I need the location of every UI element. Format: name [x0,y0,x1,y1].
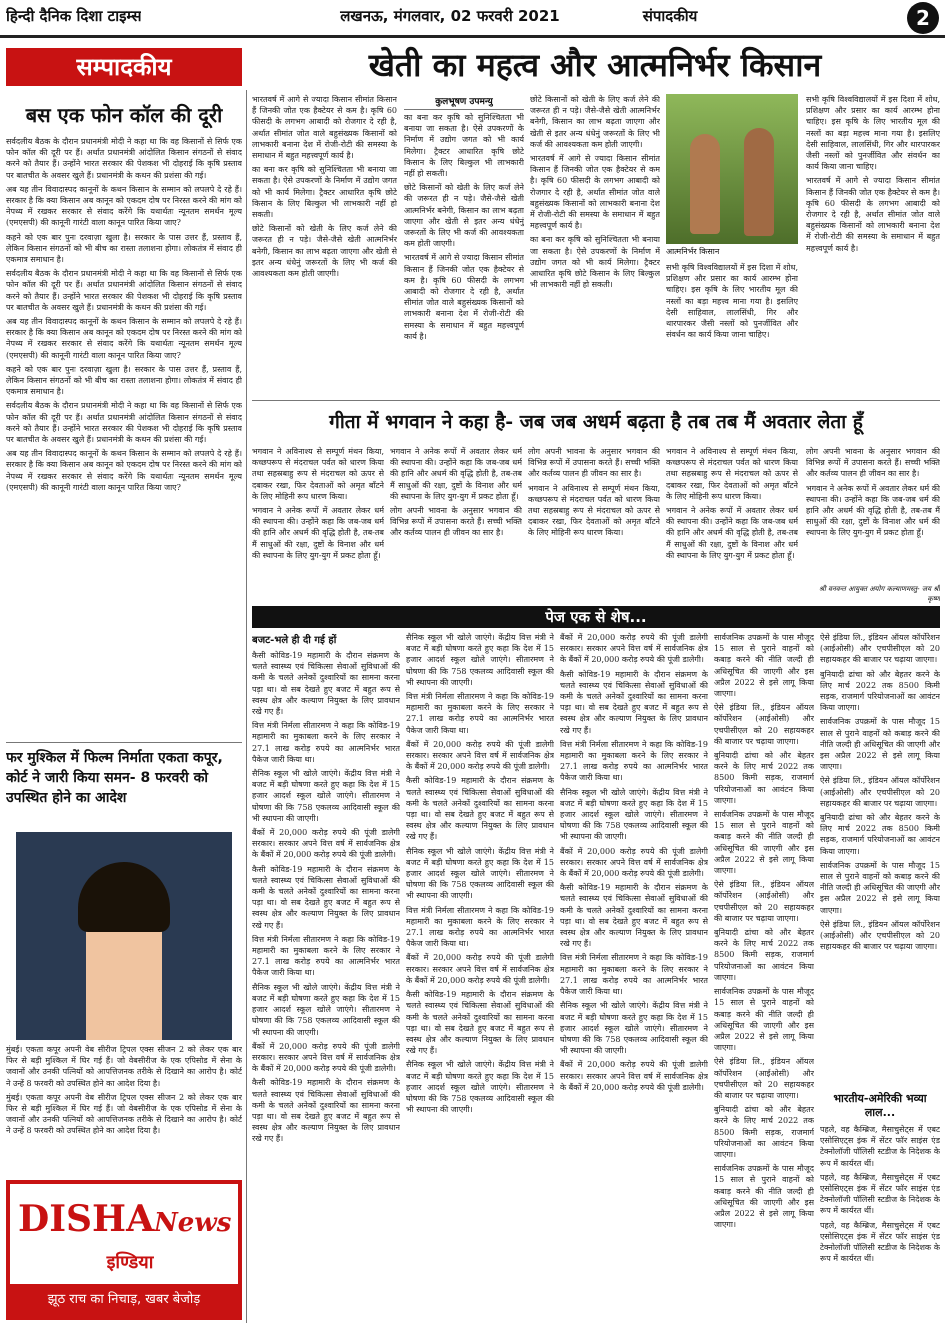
gita-paragraph: भगवान ने अविनाश्य से सम्पूर्ण मंथन किया, कच्छपरूप से मंदराचल पर्वत को धारण किया तथा सहस्रबाहु रूप से मंदराचल को ऊपर से दबाकर रखा, फिर देवताओं को अमृत बाँटने के लिए मोहिनी रूप धारण किया। [666,447,798,501]
agri-paragraph: का बना कर कृषि को सुनिश्चितता भी बनाया जा सकता है। ऐसे उपकरणों के निर्माण में उद्योग जगत को भी कार्य मिलेगा। ट्रैक्टर आधारित कृषि छोटे किसान के लिए बिल्कुल भी लाभकारी नहीं हो सकती। [530,235,660,290]
gita-paragraph: भगवान ने अनेक रूपों में अवतार लेकर धर्म की स्थापना की। उन्होंने कहा कि जब-जब धर्म की हानि और अधर्म की वृद्धि होती है, तब-तब मैं साधुओं की रक्षा, दुष्टों के विनाश और धर्म की स्थापना के लिए युग-युग में प्रकट होता हूँ। [666,506,798,560]
budget-paragraph: कैसी कोविड-19 महामारी के दौरान संक्रमण के चलते स्वास्थ्य एवं चिकित्सा सेवाओं सुविधाओं की कमी के चलते अनेकों दुश्वारियों का सामना करना पड़ा था। वो सब देखते हुए बजट में बहुत रूप से स्वस्थ क्षेत्र और कल्याण नियुक्त के लिए प्रावधान रखे गए हैं। [560,883,708,949]
right-column [820,632,940,1088]
gita-paragraph: भगवान ने अविनाश्य से सम्पूर्ण मंथन किया, कच्छपरूप से मंदराचल पर्वत को धारण किया तथा सहस्रबाहु रूप से मंदराचल को ऊपर से दबाकर रखा, फिर देवताओं को अमृत बाँटने के लिए मोहिनी रूप धारण किया। [252,447,384,501]
column-divider [246,90,247,1323]
paper-name: हिन्दी दैनिक दिशा टाइम्स [6,7,142,25]
section-divider [252,400,940,401]
right-sub-paragraph: पहले, वह कैम्ब्रिज, मैसाचुसेट्स में एबट एसोसिएट्स इंक में सेंटर फॉर साइंस एंड टेक्नोलॉजी पॉलिसी स्टडीज के निदेशक के रूप में कार्यरत थीं। [820,1125,940,1168]
article3-headline: गीता में भगवान ने कहा है- जब जब अधर्म बढ़ता है तब तब मैं अवतार लेता हूँ [329,411,863,433]
agri-paragraph: भारतवर्ष में आगे से ज्यादा किसान सीमांत किसान हैं जिनकी जोत एक हैक्टेयर से कम है। कृषि 60 फीसदी के लगभग आबादी को रोजगार दे रही है, अर्थात सीमांत जोत वाले बहुसंख्यक किसानों को लाभकारी बनाना देश में रोजी-रोटी की समस्या के समाधान में बहुत महत्त्वपूर्ण कार्य है। [252,95,397,161]
gita-paragraph: भगवान ने अनेक रूपों में अवतार लेकर धर्म की स्थापना की। उन्होंने कहा कि जब-जब धर्म की हानि और अधर्म की वृद्धि होती है, तब-तब मैं साधुओं की रक्षा, दुष्टों के विनाश और धर्म की स्थापना के लिए युग-युग में प्रकट होता हूँ। [806,483,940,538]
article1-body [6,136,242,736]
gita-paragraph: लोग अपनी भावना के अनुसार भगवान की विभिन्न रूपों में उपासना करते हैं। सच्ची भक्ति और कर्तव्य पालन ही जीवन का सार है। [528,447,660,479]
right-paragraph: सार्वजनिक उपक्रमों के पास मौजूद 15 साल से पुराने वाहनों को कबाड़ करने की नीति जल्दी ही अधिसूचित की जाएगी और इस अप्रैल 2022 से इसे लागू किया जाएगा। [714,1164,814,1230]
budget-paragraph: वित्त मंत्री निर्मला सीतारमण ने कहा कि कोविड-19 महामारी का मुकाबला करने के लिए सरकार ने 27.1 लाख करोड़ रुपये का आत्मनिर्भर भारत पैकेज जारी किया था। [560,953,708,997]
gita-paragraph: भगवान ने अनेक रूपों में अवतार लेकर धर्म की स्थापना की। उन्होंने कहा कि जब-जब धर्म की हानि और अधर्म की वृद्धि होती है, तब-तब मैं साधुओं की रक्षा, दुष्टों के विनाश और धर्म की स्थापना के लिए युग-युग में प्रकट होता हूँ। [390,447,522,501]
article1-paragraph: कहने को एक बार पुनः दरवाज़ा खुला है। सरकार के पास उत्तर हैं, प्रस्ताव हैं, लेकिन किसान संगठनों को भी बीच का रास्ता तलाशना होगा। लोकतंत्र में संवाद ही एकमात्र समाधान है। [6,232,242,265]
agri-byline: कुलभूषण उपमन्यु [404,94,524,110]
budget-column-1 [252,650,400,1318]
agri-column-1 [252,94,397,398]
logo-sub: इण्डिया [106,1252,154,1273]
budget-paragraph: सैनिक स्कूल भी खोले जाएंगे। केंद्रीय वित्त मंत्री ने बजट में बड़ी घोषणा करते हुए कहा कि देश में 15 हजार आदर्श स्कूल खोले जाएंगे। सीतारमण ने घोषणा की कि 758 एकलव्य आदिवासी स्कूल की भी स्थापना की जाएगी। [406,633,554,687]
budget-paragraph: वित्त मंत्री निर्मला सीतारमण ने कहा कि कोविड-19 महामारी का मुकाबला करने के लिए सरकार ने 27.1 लाख करोड़ रुपये का आत्मनिर्भर भारत पैकेज जारी किया था। [406,692,554,735]
agri-paragraph: सभी कृषि विश्वविद्यालयों में इस दिशा में शोध, प्रशिक्षण और प्रसार का कार्य आरम्भ होना चाहिए। इस कृषि के लिए भारतीय मूल की नस्लों का बड़ा महत्त्व माना गया है। इसलिए देसी साहिवाल, लालसिंधी, गिर और थारपारकर जैसी नस्लों को पुनर्जीवित और संवर्धन का कार्य किया जाना चाहिए। [666,263,798,340]
right-paragraph: ऐसे इंडिया लि., इंडियन ऑयल कॉर्पोरेशन (आईओसी) और एचपीसीएल को 20 सहायकहर की बाजार पर चढ़ाया जाएगा। [714,1057,814,1100]
logo-wordmark [18,1198,238,1248]
agri-paragraph: भारतवर्ष में आगे से ज्यादा किसान सीमांत किसान हैं जिनकी जोत एक हैक्टेयर से कम है। कृषि 60 फीसदी के लगभग आबादी को रोजगार दे रही है, अर्थात सीमांत जोत वाले बहुसंख्यक किसानों को लाभकारी बनाना देश में रोजी-रोटी की समस्या के समाधान में बहुत महत्त्वपूर्ण कार्य है। [404,253,524,341]
farmers-photo [666,94,798,244]
gita-paragraph: लोग अपनी भावना के अनुसार भगवान की विभिन्न रूपों में उपासना करते हैं। सच्ची भक्ति और कर्तव्य पालन ही जीवन का सार है। [390,506,522,538]
right-paragraph: सार्वजनिक उपक्रमों के पास मौजूद 15 साल से पुराने वाहनों को कबाड़ करने की नीति जल्दी ही अधिसूचित की जाएगी और इस अप्रैल 2022 से इसे लागू किया जाएगा। [714,987,814,1053]
budget-paragraph: कैसी कोविड-19 महामारी के दौरान संक्रमण के चलते स्वास्थ्य एवं चिकित्सा सेवाओं सुविधाओं की कमी के चलते अनेकों दुश्वारियों का सामना करना पड़ा था। वो सब देखते हुए बजट में बहुत रूप से स्वस्थ क्षेत्र और कल्याण नियुक्त के लिए प्रावधान रखे गए हैं। [252,651,400,717]
budget-paragraph: बैंकों में 20,000 करोड़ रुपये की पूंजी डालेगी सरकार। सरकार अपने वित्त वर्ष में सार्वजनिक क्षेत्र के बैंकों में 20,000 करोड़ रुपये की पूंजी डालेगी। [406,739,554,772]
gita-column-1 [252,446,384,598]
budget-paragraph: सैनिक स्कूल भी खोले जाएंगे। केंद्रीय वित्त मंत्री ने बजट में बड़ी घोषणा करते हुए कहा कि देश में 15 हजार आदर्श स्कूल खोले जाएंगे। सीतारमण ने घोषणा की कि 758 एकलव्य आदिवासी स्कूल की भी स्थापना की जाएगी। [252,769,400,823]
budget-paragraph: कैसी कोविड-19 महामारी के दौरान संक्रमण के चलते स्वास्थ्य एवं चिकित्सा सेवाओं सुविधाओं की कमी के चलते अनेकों दुश्वारियों का सामना करना पड़ा था। वो सब देखते हुए बजट में बहुत रूप से स्वस्थ क्षेत्र और कल्याण नियुक्त के लिए प्रावधान रखे गए हैं। [406,990,554,1056]
budget-paragraph: कैसी कोविड-19 महामारी के दौरान संक्रमण के चलते स्वास्थ्य एवं चिकित्सा सेवाओं सुविधाओं की कमी के चलते अनेकों दुश्वारियों का सामना करना पड़ा था। वो सब देखते हुए बजट में बहुत रूप से स्वस्थ क्षेत्र और कल्याण नियुक्त के लिए प्रावधान रखे गए हैं। [252,864,400,930]
budget-paragraph: सैनिक स्कूल भी खोले जाएंगे। केंद्रीय वित्त मंत्री ने बजट में बड़ी घोषणा करते हुए कहा कि देश में 15 हजार आदर्श स्कूल खोले जाएंगे। सीतारमण ने घोषणा की कि 758 एकलव्य आदिवासी स्कूल की भी स्थापना की जाएगी। [406,1060,554,1115]
article2-photo [16,832,232,1040]
right-paragraph: सार्वजनिक उपक्रमों के पास मौजूद 15 साल से पुराने वाहनों को कबाड़ करने की नीति जल्दी ही अधिसूचित की जाएगी और इस अप्रैल 2022 से इसे लागू किया जाएगा। [820,860,940,915]
hair-shape [78,862,170,932]
budget-paragraph: बैंकों में 20,000 करोड़ रुपये की पूंजी डालेगी सरकार। सरकार अपने वित्त वर्ष में सार्वजनिक क्षेत्र के बैंकों में 20,000 करोड़ रुपये की पूंजी डालेगी। [560,846,708,879]
article1-paragraph: सर्वदलीय बैठक के दौरान प्रधानमंत्री मोदी ने कहा था कि वह किसानों से सिर्फ एक फोन कॉल की दूरी पर हैं। अर्थात प्रधानमंत्री आंदोलित किसान संगठनों से संवाद करने को तैयार हैं। उन्होंने भारत सरकार की पेशकश भी दोहराई कि कृषि प्रस्ताव पर बातचीत के अवसर खुले हैं। प्रधानमंत्री के कथन की प्रशंसा की गई। [6,401,242,445]
right-paragraph: बुनियादी ढांचा को और बेहतर करने के लिए मार्च 2022 तक 8500 किमी सड़क, राजमार्ग परियोजनाओं का आवंटन किया जाएगा। [714,751,814,805]
right-paragraph: ऐसे इंडिया लि., इंडियन ऑयल कॉर्पोरेशन (आईओसी) और एचपीसीएल को 20 सहायकहर की बाजार पर चढ़ाया जाएगा। [820,919,940,952]
budget-paragraph: वित्त मंत्री निर्मला सीतारमण ने कहा कि कोविड-19 महामारी का मुकाबला करने के लिए सरकार ने 27.1 लाख करोड़ रुपये का आत्मनिर्भर भारत पैकेज जारी किया था। [560,739,708,783]
right-paragraph: ऐसे इंडिया लि., इंडियन ऑयल कॉर्पोरेशन (आईओसी) और एचपीसीएल को 20 सहायकहर की बाजार पर चढ़ाया जाएगा। [714,880,814,923]
gita-column-4 [666,446,798,598]
budget-paragraph: वित्त मंत्री निर्मला सीतारमण ने कहा कि कोविड-19 महामारी का मुकाबला करने के लिए सरकार ने 27.1 लाख करोड़ रुपये का आत्मनिर्भर भारत पैकेज जारी किया था। [252,934,400,978]
budget-column-4 [714,632,814,1318]
farmer-figure-icon [744,128,774,236]
gita-column-3 [528,446,660,598]
right-paragraph: सार्वजनिक उपक्रमों के पास मौजूद 15 साल से पुराने वाहनों को कबाड़ करने की नीति जल्दी ही अधिसूचित की जाएगी और इस अप्रैल 2022 से इसे लागू किया जाएगा। [714,810,814,876]
budget-paragraph: कैसी कोविड-19 महामारी के दौरान संक्रमण के चलते स्वास्थ्य एवं चिकित्सा सेवाओं सुविधाओं की कमी के चलते अनेकों दुश्वारियों का सामना करना पड़ा था। वो सब देखते हुए बजट में बहुत रूप से स्वस्थ क्षेत्र और कल्याण नियुक्त के लिए प्रावधान रखे गए हैं। [406,776,554,842]
right-sub-body [820,1124,940,1318]
farmer-figure-icon [690,134,720,234]
gita-paragraph: लोग अपनी भावना के अनुसार भगवान की विभिन्न रूपों में उपासना करते हैं। सच्ची भक्ति और कर्तव्य पालन ही जीवन का सार है। [806,447,940,479]
budget-paragraph: वित्त मंत्री निर्मला सीतारमण ने कहा कि कोविड-19 महामारी का मुकाबला करने के लिए सरकार ने 27.1 लाख करोड़ रुपये का आत्मनिर्भर भारत पैकेज जारी किया था। [252,721,400,764]
agri-column-5 [806,94,940,398]
right-sub-paragraph: पहले, वह कैम्ब्रिज, मैसाचुसेट्स में एबट एसोसिएट्स इंक में सेंटर फॉर साइंस एंड टेक्नोलॉजी पॉलिसी स्टडीज के निदेशक के रूप में कार्यरत थीं। [820,1220,940,1264]
farmers-photo-caption: आत्मनिर्भर किसान [666,247,720,256]
right-paragraph: सार्वजनिक उपक्रमों के पास मौजूद 15 साल से पुराने वाहनों को कबाड़ करने की नीति जल्दी ही अधिसूचित की जाएगी और इस अप्रैल 2022 से इसे लागू किया जाएगा। [714,633,814,699]
right-sub-paragraph: पहले, वह कैम्ब्रिज, मैसाचुसेट्स में एबट एसोसिएट्स इंक में सेंटर फॉर साइंस एंड टेक्नोलॉजी पॉलिसी स्टडीज के निदेशक के रूप में कार्यरत थीं। [820,1172,940,1216]
gita-column-5 [806,446,940,582]
logo-name: DISHA [18,1198,155,1240]
logo-name-accent: News [154,1208,232,1238]
right-paragraph: बुनियादी ढांचा को और बेहतर करने के लिए मार्च 2022 तक 8500 किमी सड़क, राजमार्ग परियोजनाओं का आवंटन किया जाएगा। [714,928,814,982]
agri-column-4 [666,262,798,398]
agri-paragraph: सभी कृषि विश्वविद्यालयों में इस दिशा में शोध, प्रशिक्षण और प्रसार का कार्य आरम्भ होना चाहिए। इस कृषि के लिए भारतीय मूल की नस्लों का बड़ा महत्त्व माना गया है। इसलिए देसी साहिवाल, लालसिंधी, गिर और थारपारकर जैसी नस्लों को पुनर्जीवित और संवर्धन का कार्य किया जाना चाहिए। [806,95,940,172]
agri-paragraph: भारतवर्ष में आगे से ज्यादा किसान सीमांत किसान हैं जिनकी जोत एक हैक्टेयर से कम है। कृषि 60 फीसदी के लगभग आबादी को रोजगार दे रही है, अर्थात सीमांत जोत वाले बहुसंख्यक किसानों को लाभकारी बनाना देश में रोजी-रोटी की समस्या के समाधान में बहुत महत्त्वपूर्ण कार्य है। [530,154,660,231]
gita-paragraph: भगवान ने अनेक रूपों में अवतार लेकर धर्म की स्थापना की। उन्होंने कहा कि जब-जब धर्म की हानि और अधर्म की वृद्धि होती है, तब-तब मैं साधुओं की रक्षा, दुष्टों के विनाश और धर्म की स्थापना के लिए युग-युग में प्रकट होता हूँ। [252,506,384,560]
budget-paragraph: बैंकों में 20,000 करोड़ रुपये की पूंजी डालेगी सरकार। सरकार अपने वित्त वर्ष में सार्वजनिक क्षेत्र के बैंकों में 20,000 करोड़ रुपये की पूंजी डालेगी। [560,633,708,665]
right-paragraph: ऐसे इंडिया लि., इंडियन ऑयल कॉर्पोरेशन (आईओसी) और एचपीसीएल को 20 सहायकहर की बाजार पर चढ़ाया जाएगा। [820,633,940,665]
budget-column-3 [560,632,708,1318]
article2-headline: फर मुश्किल में फिल्म निर्माता एकता कपूर, कोर्ट ने जारी किया समन- 8 फरवरी को उपस्थित होने का आदेश [6,750,223,806]
agri-column-2 [404,112,524,398]
gita-paragraph: भगवान ने अविनाश्य से सम्पूर्ण मंथन किया, कच्छपरूप से मंदराचल पर्वत को धारण किया तथा सहस्रबाहु रूप से मंदराचल को ऊपर से दबाकर रखा, फिर देवताओं को अमृत बाँटने के लिए मोहिनी रूप धारण किया। [528,483,660,538]
article2-body [6,1044,242,1176]
right-paragraph: ऐसे इंडिया लि., इंडियन ऑयल कॉर्पोरेशन (आईओसी) और एचपीसीएल को 20 सहायकहर की बाजार पर चढ़ाया जाएगा। [820,776,940,808]
budget-paragraph: बैंकों में 20,000 करोड़ रुपये की पूंजी डालेगी सरकार। सरकार अपने वित्त वर्ष में सार्वजनिक क्षेत्र के बैंकों में 20,000 करोड़ रुपये की पूंजी डालेगी। [252,1041,400,1074]
section-divider [6,742,242,743]
agri-paragraph: छोटे किसानों को खेती के लिए कर्ज लेने की जरूरत ही न पड़े। जैसे-जैसे खेती आत्मनिर्भर बनेगी, किसान का लाभ बढ़ता जाएगा और खेती से इतर अन्य धंधेनुं जरूरतों के लिए भी कर्ज की आवश्यकता कम होती जाएगी। [404,183,524,249]
right-paragraph: सार्वजनिक उपक्रमों के पास मौजूद 15 साल से पुराने वाहनों को कबाड़ करने की नीति जल्दी ही अधिसूचित की जाएगी और इस अप्रैल 2022 से इसे लागू किया जाएगा। [820,717,940,772]
section-label: संपादकीय [642,7,698,25]
masthead [0,0,945,38]
gita-author: श्री वनवन्त आयुक्त अयोग कल्याणमस्तु- जय श्री कृष्ण [818,585,940,603]
right-subhead: भारतीय-अमेरिकी भव्या लाल... [833,1092,927,1119]
agri-column-3 [530,94,660,398]
budget-paragraph: सैनिक स्कूल भी खोले जाएंगे। केंद्रीय वित्त मंत्री ने बजट में बड़ी घोषणा करते हुए कहा कि देश में 15 हजार आदर्श स्कूल खोले जाएंगे। सीतारमण ने घोषणा की कि 758 एकलव्य आदिवासी स्कूल की भी स्थापना की जाएगी। [406,846,554,901]
right-paragraph: बुनियादी ढांचा को और बेहतर करने के लिए मार्च 2022 तक 8500 किमी सड़क, राजमार्ग परियोजनाओं का आवंटन किया जाएगा। [714,1105,814,1159]
continued-ribbon: पेज एक से शेष... [252,606,940,628]
article2-paragraph: मुंबई। एकता कपूर अपनी वेब सीरीज ट्रिपल एक्स सीजन 2 को लेकर एक बार फिर से बड़ी मुश्किल में घिर गई हैं। जो वेबसीरीज के एक एपिसोड में सेना के जवानों और उनकी पत्नियों को आपत्तिजनक तरीके से दिखाने का आरोप है। कोर्ट ने उन्हें 8 फरवरी को उपस्थित होने का आदेश दिया है। [6,1045,242,1088]
agri-paragraph: भारतवर्ष में आगे से ज्यादा किसान सीमांत किसान हैं जिनकी जोत एक हैक्टेयर से कम है। कृषि 60 फीसदी के लगभग आबादी को रोजगार दे रही है, अर्थात सीमांत जोत वाले बहुसंख्यक किसानों को लाभकारी बनाना देश में रोजी-रोटी की समस्या के समाधान में बहुत महत्त्वपूर्ण कार्य है। [806,176,940,253]
article1-headline: बस एक फोन कॉल की दूरी [25,103,223,127]
editorial-banner: सम्पादकीय [6,48,242,86]
right-paragraph: बुनियादी ढांचा को और बेहतर करने के लिए मार्च 2022 तक 8500 किमी सड़क, राजमार्ग परियोजनाओं का आवंटन किया जाएगा। [820,669,940,713]
budget-column-2 [406,632,554,1318]
main-headline: खेती का महत्व और आत्मनिर्भर किसान [368,46,822,84]
agri-paragraph: छोटे किसानों को खेती के लिए कर्ज लेने की जरूरत ही न पड़े। जैसे-जैसे खेती आत्मनिर्भर बनेगी, किसान का लाभ बढ़ता जाएगा और खेती से इतर अन्य धंधेनुं जरूरतों के लिए भी कर्ज की आवश्यकता कम होती जाएगी। [530,95,660,149]
gita-column-2 [390,446,522,598]
budget-paragraph: कैसी कोविड-19 महामारी के दौरान संक्रमण के चलते स्वास्थ्य एवं चिकित्सा सेवाओं सुविधाओं की कमी के चलते अनेकों दुश्वारियों का सामना करना पड़ा था। वो सब देखते हुए बजट में बहुत रूप से स्वस्थ क्षेत्र और कल्याण नियुक्त के लिए प्रावधान रखे गए हैं। [252,1078,400,1144]
budget-paragraph: कैसी कोविड-19 महामारी के दौरान संक्रमण के चलते स्वास्थ्य एवं चिकित्सा सेवाओं सुविधाओं की कमी के चलते अनेकों दुश्वारियों का सामना करना पड़ा था। वो सब देखते हुए बजट में बहुत रूप से स्वस्थ क्षेत्र और कल्याण नियुक्त के लिए प्रावधान रखे गए हैं। [560,669,708,735]
budget-paragraph: सैनिक स्कूल भी खोले जाएंगे। केंद्रीय वित्त मंत्री ने बजट में बड़ी घोषणा करते हुए कहा कि देश में 15 हजार आदर्श स्कूल खोले जाएंगे। सीतारमण ने घोषणा की कि 758 एकलव्य आदिवासी स्कूल की भी स्थापना की जाएगी। [560,787,708,842]
right-paragraph: बुनियादी ढांचा को और बेहतर करने के लिए मार्च 2022 तक 8500 किमी सड़क, राजमार्ग परियोजनाओं का आवंटन किया जाएगा। [820,813,940,856]
logo-tagline: झूठ राच का निचाड़, खबर बेजोड़ [10,1284,238,1316]
article1-paragraph: सर्वदलीय बैठक के दौरान प्रधानमंत्री मोदी ने कहा था कि वह किसानों से सिर्फ एक फोन कॉल की दूरी पर हैं। अर्थात प्रधानमंत्री आंदोलित किसान संगठनों से संवाद करने को तैयार हैं। उन्होंने भारत सरकार की पेशकश भी दोहराई कि कृषि प्रस्ताव पर बातचीत के अवसर खुले हैं। प्रधानमंत्री के कथन की प्रशंसा की गई। [6,269,242,312]
article1-paragraph: अब यह तीन विवादास्पद कानूनों के कथन किसान के सम्मान को लपलपे दे रहे हैं। सरकार है कि क्या किसान अब कानून को एकदम दोष पर निरस्त करने की मांग को नेपथ्य में रखकर सरकार से संवाद करेंगे कि यथार्थतः न्यूनतम समर्थन मूल्य (एमएसपी) की कानूनी गारंटी वाला कानून पारित किया जाए? [6,184,242,228]
budget-paragraph: सैनिक स्कूल भी खोले जाएंगे। केंद्रीय वित्त मंत्री ने बजट में बड़ी घोषणा करते हुए कहा कि देश में 15 हजार आदर्श स्कूल खोले जाएंगे। सीतारमण ने घोषणा की कि 758 एकलव्य आदिवासी स्कूल की भी स्थापना की जाएगी। [252,982,400,1037]
page-number: 2 [907,2,939,34]
right-paragraph: ऐसे इंडिया लि., इंडियन ऑयल कॉर्पोरेशन (आईओसी) और एचपीसीएल को 20 सहायकहर की बाजार पर चढ़ाया जाएगा। [714,703,814,746]
article1-paragraph: कहने को एक बार पुनः दरवाज़ा खुला है। सरकार के पास उत्तर हैं, प्रस्ताव हैं, लेकिन किसान संगठनों को भी बीच का रास्ता तलाशना होगा। लोकतंत्र में संवाद ही एकमात्र समाधान है। [6,364,242,397]
budget-paragraph: बैंकों में 20,000 करोड़ रुपये की पूंजी डालेगी सरकार। सरकार अपने वित्त वर्ष में सार्वजनिक क्षेत्र के बैंकों में 20,000 करोड़ रुपये की पूंजी डालेगी। [560,1060,708,1092]
agri-paragraph: का बना कर कृषि को सुनिश्चितता भी बनाया जा सकता है। ऐसे उपकरणों के निर्माण में उद्योग जगत को भी कार्य मिलेगा। ट्रैक्टर आधारित कृषि छोटे किसान के लिए बिल्कुल भी लाभकारी नहीं हो सकती। [252,165,397,220]
agri-paragraph: छोटे किसानों को खेती के लिए कर्ज लेने की जरूरत ही न पड़े। जैसे-जैसे खेती आत्मनिर्भर बनेगी, किसान का लाभ बढ़ता जाएगा और खेती से इतर अन्य धंधेनुं जरूरतों के लिए भी कर्ज की आवश्यकता कम होती जाएगी। [252,224,397,279]
budget-paragraph: बैंकों में 20,000 करोड़ रुपये की पूंजी डालेगी सरकार। सरकार अपने वित्त वर्ष में सार्वजनिक क्षेत्र के बैंकों में 20,000 करोड़ रुपये की पूंजी डालेगी। [406,953,554,985]
article1-paragraph: अब यह तीन विवादास्पद कानूनों के कथन किसान के सम्मान को लपलपे दे रहे हैं। सरकार है कि क्या किसान अब कानून को एकदम दोष पर निरस्त करने की मांग को नेपथ्य में रखकर सरकार से संवाद करेंगे कि यथार्थतः न्यूनतम समर्थन मूल्य (एमएसपी) की कानूनी गारंटी वाला कानून पारित किया जाए? [6,317,242,360]
agri-paragraph: का बना कर कृषि को सुनिश्चितता भी बनाया जा सकता है। ऐसे उपकरणों के निर्माण में उद्योग जगत को भी कार्य मिलेगा। ट्रैक्टर आधारित कृषि छोटे किसान के लिए बिल्कुल भी लाभकारी नहीं हो सकती। [404,113,524,179]
article1-paragraph: अब यह तीन विवादास्पद कानूनों के कथन किसान के सम्मान को लपलपे दे रहे हैं। सरकार है कि क्या किसान अब कानून को एकदम दोष पर निरस्त करने की मांग को नेपथ्य में रखकर सरकार से संवाद करेंगे कि यथार्थतः न्यूनतम समर्थन मूल्य (एमएसपी) की कानूनी गारंटी वाला कानून पारित किया जाए? [6,449,242,492]
article2-paragraph: मुंबई। एकता कपूर अपनी वेब सीरीज ट्रिपल एक्स सीजन 2 को लेकर एक बार फिर से बड़ी मुश्किल में घिर गई हैं। जो वेबसीरीज के एक एपिसोड में सेना के जवानों और उनकी पत्नियों को आपत्तिजनक तरीके से दिखाने का आरोप है। कोर्ट ने उन्हें 8 फरवरी को उपस्थित होने का आदेश दिया है। [6,1092,242,1136]
budget-paragraph: बैंकों में 20,000 करोड़ रुपये की पूंजी डालेगी सरकार। सरकार अपने वित्त वर्ष में सार्वजनिक क्षेत्र के बैंकों में 20,000 करोड़ रुपये की पूंजी डालेगी। [252,828,400,860]
disha-news-logo [6,1180,242,1320]
budget-headline: बजट-भले ही दी गई हों [252,635,337,646]
budget-paragraph: वित्त मंत्री निर्मला सीतारमण ने कहा कि कोविड-19 महामारी का मुकाबला करने के लिए सरकार ने 27.1 लाख करोड़ रुपये का आत्मनिर्भर भारत पैकेज जारी किया था। [406,905,554,949]
article1-paragraph: सर्वदलीय बैठक के दौरान प्रधानमंत्री मोदी ने कहा था कि वह किसानों से सिर्फ एक फोन कॉल की दूरी पर हैं। अर्थात प्रधानमंत्री आंदोलित किसान संगठनों से संवाद करने को तैयार हैं। उन्होंने भारत सरकार की पेशकश भी दोहराई कि कृषि प्रस्ताव पर बातचीत के अवसर खुले हैं। प्रधानमंत्री के कथन की प्रशंसा की गई। [6,137,242,180]
budget-paragraph: सैनिक स्कूल भी खोले जाएंगे। केंद्रीय वित्त मंत्री ने बजट में बड़ी घोषणा करते हुए कहा कि देश में 15 हजार आदर्श स्कूल खोले जाएंगे। सीतारमण ने घोषणा की कि 758 एकलव्य आदिवासी स्कूल की भी स्थापना की जाएगी। [560,1001,708,1056]
date-line: लखनऊ, मंगलवार, 02 फरवरी 2021 [340,7,560,25]
